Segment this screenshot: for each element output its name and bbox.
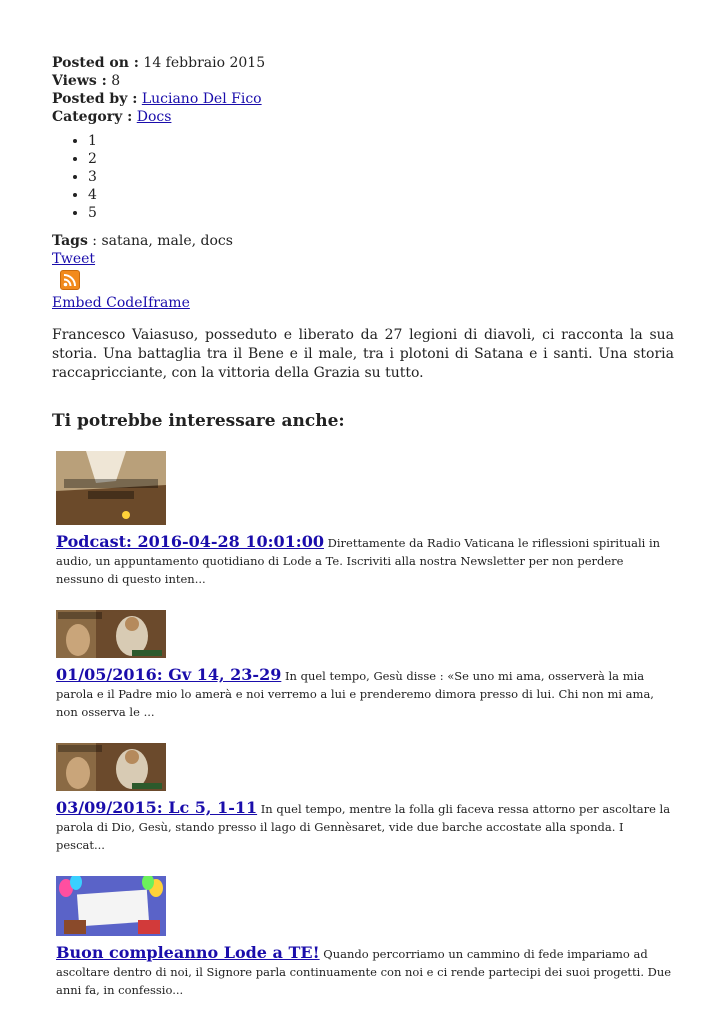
related-text — [56, 533, 674, 588]
related-item — [56, 876, 674, 999]
related-excerpt: In quel tempo, mentre la folla gli faceva ressa attorno per ascoltare la parola di Dio, Gesù, stando presso il lago di Gennèsaret, vide due barche accostate alla sponda. I pescat... — [56, 802, 671, 852]
category-label: Category : — [52, 109, 133, 125]
posted-on — [52, 54, 674, 72]
rating-list — [52, 132, 674, 222]
posted-by-label: Posted by : — [52, 91, 138, 107]
views — [52, 72, 674, 90]
related-thumb-podcast[interactable] — [56, 451, 166, 525]
rating-item-2[interactable]: • 2 — [88, 150, 674, 168]
rating-item-5[interactable]: • 5 — [88, 204, 674, 222]
views-value: 8 — [111, 73, 121, 89]
related-excerpt: Quando percorriamo un cammino di fede impariamo ad ascoltare dentro di noi, il Signore parla continuamente con noi e ci rende partecipi dei suoi progetti. Due anni fa, in confessio... — [56, 947, 672, 997]
tags-value: : satana, male, docs — [92, 233, 233, 249]
related-item — [56, 451, 674, 588]
tweet-link[interactable]: Tweet — [52, 251, 96, 267]
posted-by — [52, 90, 674, 108]
related-item — [56, 610, 674, 721]
related-title-link[interactable]: 01/05/2016: Gv 14, 23-29 — [56, 665, 282, 684]
related-title-link[interactable]: 03/09/2015: Lc 5, 1-11 — [56, 798, 258, 817]
related-item — [56, 743, 674, 854]
category-link[interactable]: Docs — [136, 109, 172, 125]
posted-on-label: Posted on : — [52, 55, 139, 71]
post-description: Francesco Vaiasuso, posseduto e liberato da 27 legioni di diavoli, ci racconta la sua storia. Una battaglia tra il Bene e il male, tra i plotoni di Satana e i santi. Una storia raccapricciante, con la vittoria della Grazia su tutto. — [52, 327, 674, 381]
related-title-link[interactable]: Podcast: 2016-04-28 10:01:00 — [56, 532, 324, 551]
related-excerpt: Direttamente da Radio Vaticana le riflessioni spirituali in audio, un appuntamento quotidiano di Lode a Te. Iscriviti alla nostra Newsletter per non perdere nessuno di questo inten... — [56, 536, 661, 586]
related-text — [56, 799, 674, 854]
related-thumb-birthday[interactable] — [56, 876, 166, 936]
rating-item-1[interactable]: • 1 — [88, 132, 674, 150]
posted-on-value: 14 febbraio 2015 — [143, 55, 266, 71]
author-link[interactable]: Luciano Del Fico — [141, 91, 262, 107]
related-thumb-vangelo[interactable] — [56, 610, 166, 658]
tags — [52, 232, 674, 250]
related-text — [56, 666, 674, 721]
related-heading: Ti potrebbe interessare anche: — [52, 411, 345, 431]
related-thumb-vangelo[interactable] — [56, 743, 166, 791]
post-content — [52, 54, 674, 999]
tags-label: Tags — [52, 233, 88, 249]
rating-item-3[interactable]: • 3 — [88, 168, 674, 186]
related-title-link[interactable]: Buon compleanno Lode a TE! — [56, 943, 320, 962]
rss-icon[interactable] — [60, 270, 80, 290]
related-text — [56, 944, 674, 999]
related-excerpt: In quel tempo, Gesù disse : «Se uno mi ama, osserverà la mia parola e il Padre mio lo amerà e noi verremo a lui e prenderemo dimora presso di lui. Chi non mi ama, non osserva le ... — [56, 669, 654, 719]
embed-code-link[interactable]: Embed CodeIframe — [52, 295, 190, 311]
rating-item-4[interactable]: • 4 — [88, 186, 674, 204]
views-label: Views : — [52, 73, 107, 89]
category — [52, 108, 674, 126]
